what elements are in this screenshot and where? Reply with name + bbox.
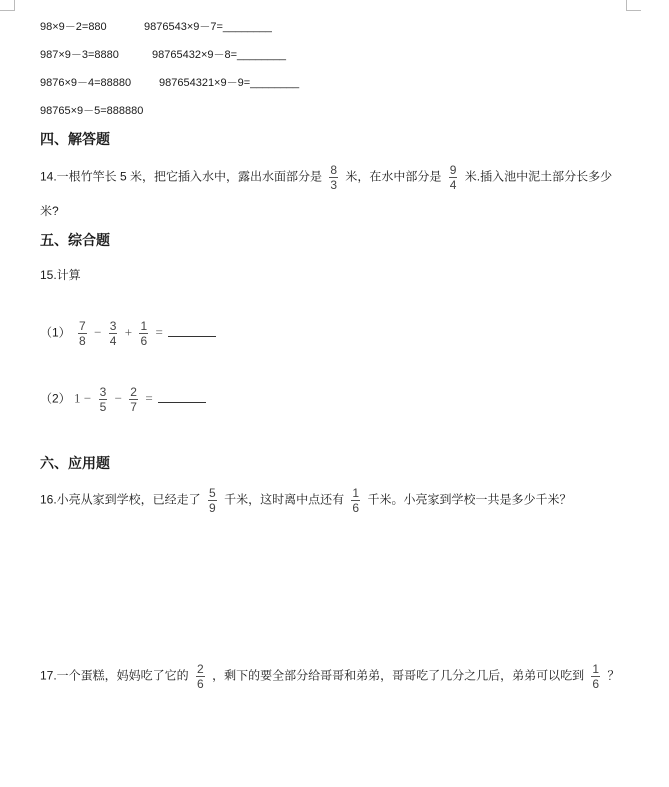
problem-label: （1） (40, 325, 71, 340)
q16-text-b: 千米，这时离中点还有 (224, 492, 345, 507)
fraction-1-6 (351, 487, 360, 514)
section6-heading: 六、应用题 (40, 455, 110, 471)
fraction-1-6 (139, 320, 148, 347)
minus-sign: − (114, 390, 122, 406)
equation-row3-left: 9876×9－4=88880 (40, 77, 132, 89)
calc-problem-2 (40, 386, 206, 413)
q14-text-b: 米，在水中部分是 (345, 169, 442, 184)
fraction-denominator: 4 (109, 334, 117, 348)
question-14-line1 (40, 164, 612, 191)
fraction-3-4 (109, 320, 118, 347)
page-corner-mark-left (0, 0, 15, 11)
answer-blank (158, 393, 206, 403)
equation-row1-right: 9876543×9－7=________ (144, 21, 272, 33)
integer-one: 1 (74, 390, 81, 406)
equals-sign: = (145, 390, 153, 406)
fraction-denominator: 7 (130, 400, 137, 414)
fraction-8-3 (329, 164, 338, 191)
fraction-9-4 (449, 164, 458, 191)
fraction-numerator: 1 (352, 486, 360, 500)
fraction-2-7 (129, 386, 138, 413)
fraction-numerator: 7 (79, 319, 86, 333)
minus-sign: − (94, 324, 102, 340)
fraction-denominator: 3 (330, 178, 338, 192)
equation-row2-right: 98765432×9－8=________ (152, 49, 286, 61)
q16-text-a: 16.小亮从家到学校，已经走了 (40, 492, 201, 507)
equation-row1-left: 98×9－2=880 (40, 21, 107, 33)
fraction-denominator: 6 (140, 334, 148, 348)
q16-text-c: 千米。小亮家到学校一共是多少千米？ (367, 492, 572, 507)
q17-text-a: 17.一个蛋糕，妈妈吃了它的 (40, 668, 189, 683)
calc-problem-1 (40, 320, 216, 347)
fraction-numerator: 2 (130, 385, 137, 399)
fraction-denominator: 8 (79, 334, 86, 348)
fraction-denominator: 6 (352, 501, 360, 515)
section5-heading: 五、综合题 (40, 232, 110, 248)
fraction-numerator: 8 (330, 163, 338, 177)
q17-text-b: ，剩下的要全部分给哥哥和弟弟，哥哥吃了几分之几后，弟弟可以吃到 (212, 668, 585, 683)
equals-sign: = (155, 324, 163, 340)
fraction-denominator: 4 (449, 178, 457, 192)
fraction-denominator: 5 (99, 400, 107, 414)
fraction-numerator: 2 (197, 662, 204, 676)
fraction-numerator: 3 (99, 385, 107, 399)
equation-row4-left: 98765×9－5=888880 (40, 105, 144, 117)
minus-sign: − (83, 390, 92, 406)
equation-row2-left: 987×9－3=8880 (40, 49, 119, 61)
plus-sign: + (124, 324, 133, 340)
fraction-3-5 (99, 386, 108, 413)
answer-blank (168, 327, 216, 337)
fraction-5-9 (208, 487, 217, 514)
fraction-denominator: 6 (197, 677, 204, 691)
fraction-1-6 (591, 663, 600, 690)
question-15: 15.计算 (40, 268, 81, 282)
fraction-2-6 (196, 663, 205, 690)
fraction-denominator: 6 (592, 677, 600, 691)
q14-text-c: 米.插入池中泥土部分长多少 (464, 169, 613, 184)
q14-text-a: 14.一根竹竿长 5 米，把它插入水中，露出水面部分是 (40, 169, 323, 184)
problem-label: （2） (40, 391, 71, 406)
fraction-7-8 (78, 320, 87, 347)
page-corner-mark-right (626, 0, 641, 11)
question-14-line2: 米? (40, 204, 59, 218)
question-17 (40, 663, 619, 690)
q17-text-c: ？ (607, 668, 620, 683)
fraction-numerator: 1 (592, 662, 600, 676)
fraction-numerator: 1 (140, 319, 148, 333)
question-16 (40, 487, 571, 514)
fraction-denominator: 9 (209, 501, 216, 515)
fraction-numerator: 3 (109, 319, 117, 333)
fraction-numerator: 9 (449, 163, 457, 177)
equation-row3-right: 987654321×9－9=________ (159, 77, 300, 89)
fraction-numerator: 5 (209, 486, 216, 500)
section4-heading: 四、解答题 (40, 131, 110, 147)
